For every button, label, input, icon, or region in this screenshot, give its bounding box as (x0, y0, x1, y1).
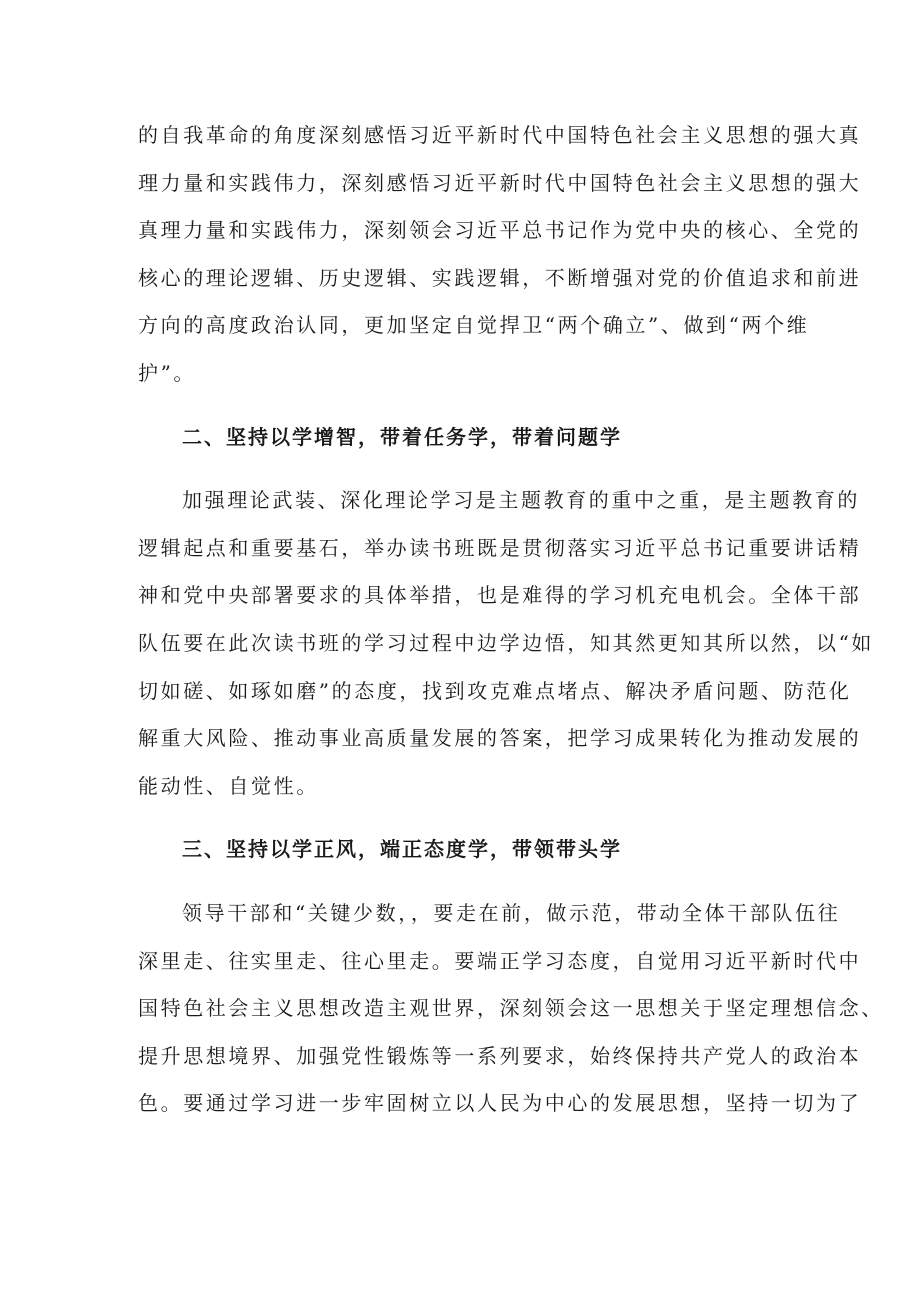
paragraph-1 (138, 112, 862, 398)
paragraph-line: 能动性、自觉性。 (138, 773, 319, 798)
spacer (138, 810, 788, 826)
paragraph-line: 加强理论武装、深化理论学习是主题教育的重中之重，是主题教育的 (182, 488, 860, 513)
paragraph-line: 的自我革命的角度深刻感悟习近平新时代中国特色社会主义思想的强大真 (138, 123, 862, 147)
paragraph-line: 护”。 (138, 360, 197, 385)
paragraph-line: 方向的高度政治认同，更加坚定自觉捍卫“两个确立”、做到“两个维 (138, 313, 810, 338)
section-heading-3: 三、坚持以学正风，端正态度学，带领带头学 (182, 837, 622, 862)
paragraph-line: 领导干部和“关键少数，，要走在前，做示范，带动全体干部队伍往 (182, 900, 841, 925)
paragraph-line: 神和党中央部署要求的具体举措，也是难得的学习机充电机会。全体干部 (138, 583, 862, 608)
document-body (138, 112, 884, 1128)
paragraph-line: 理力量和实践伟力，深刻感悟习近平新时代中国特色社会主义思想的强大 (138, 170, 862, 195)
spacer (138, 874, 788, 890)
paragraph-line: 色。要通过学习进一步牢固树立以人民为中心的发展思想，坚持一切为了 (138, 1091, 862, 1116)
paragraph-2 (138, 477, 875, 810)
spacer (138, 461, 788, 477)
paragraph-line: 国特色社会主义思想改造主观世界，深刻领会这一思想关于坚定理想信念、 (138, 996, 884, 1021)
paragraph-3 (138, 890, 884, 1128)
paragraph-line: 核心的理论逻辑、历史逻辑、实践逻辑，不断增强对党的价值追求和前进 (138, 265, 862, 290)
paragraph-line: 逻辑起点和重要基石，举办读书班既是贯彻落实习近平总书记重要讲话精 (138, 535, 862, 560)
paragraph-line: 真理力量和实践伟力，深刻领会习近平总书记作为党中央的核心、全党的 (138, 218, 862, 243)
paragraph-line: 解重大风险、推动事业高质量发展的答案，把学习成果转化为推动发展的 (138, 726, 862, 751)
section-heading-2: 二、坚持以学增智，带着任务学，带着问题学 (182, 424, 622, 449)
paragraph-line: 切如磋、如琢如磨”的态度，找到攻克难点堵点、解决矛盾问题、防范化 (138, 678, 852, 703)
spacer (138, 398, 788, 414)
paragraph-line: 深里走、往实里走、往心里走。要端正学习态度，自觉用习近平新时代中 (138, 948, 862, 973)
paragraph-line: 提升思想境界、加强党性锻炼等一系列要求，始终保持共产党人的政治本 (138, 1043, 862, 1068)
paragraph-line: 队伍要在此次读书班的学习过程中边学边悟，知其然更知其所以然，以“如 (138, 630, 875, 655)
